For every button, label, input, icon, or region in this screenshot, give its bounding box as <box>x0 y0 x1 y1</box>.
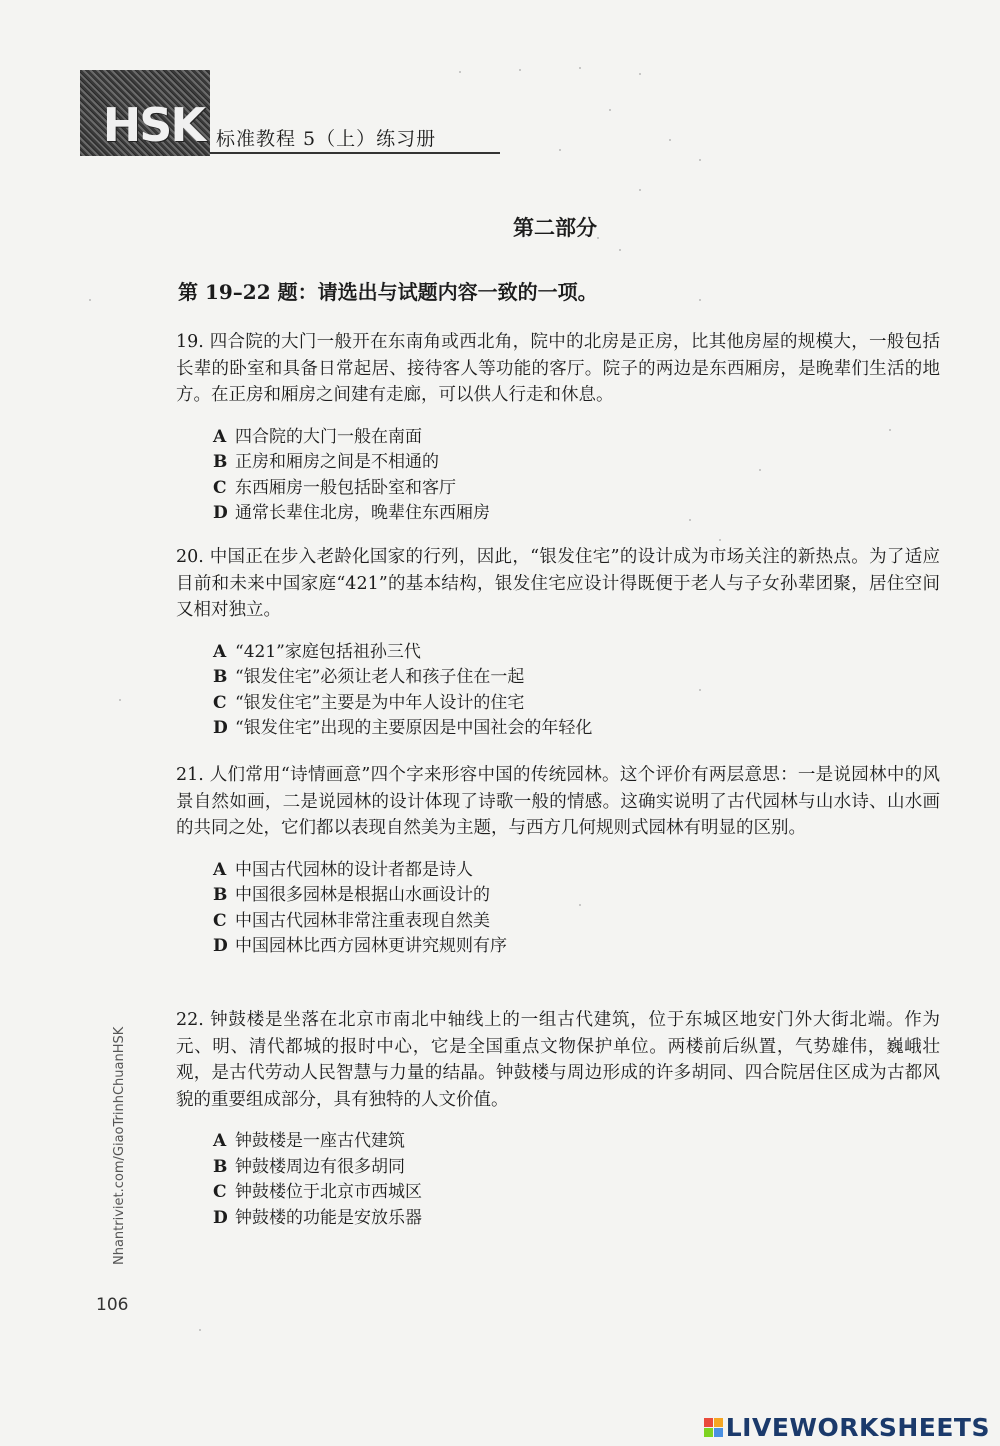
option-text: 通常长辈住北房，晚辈住东西厢房 <box>235 503 490 523</box>
option-b[interactable] <box>213 450 940 476</box>
liveworksheets-text: LIVEWORKSHEETS <box>725 1413 990 1442</box>
question-stem <box>176 329 940 409</box>
question-text: 钟鼓楼是坐落在北京市南北中轴线上的一组古代建筑，位于东城区地安门外大街北端。作为元、明、清代都城的报时中心，它是全国重点文物保护单位。两楼前后纵置，气势雄伟，巍峨壮观，是古代劳动人民智慧与力量的结晶。钟鼓楼与周边形成的许多胡同、四合院居住区成为古都风貌的重要组成部分，具有独特的人文价值。 <box>176 1010 940 1110</box>
option-a[interactable] <box>213 425 940 451</box>
question-22 <box>176 1007 940 1231</box>
question-number: 21. <box>176 765 204 785</box>
option-letter: C <box>213 477 227 498</box>
section-title: 第二部分 <box>513 215 597 240</box>
instruction-text: 第 19–22 题：请选出与试题内容一致的一项。 <box>178 280 598 304</box>
icon-square <box>714 1428 723 1437</box>
option-text: 中国古代园林的设计者都是诗人 <box>235 859 473 880</box>
icon-square <box>704 1428 713 1437</box>
option-letter: C <box>213 910 227 931</box>
question-19 <box>176 329 940 527</box>
option-b[interactable] <box>213 1155 940 1181</box>
liveworksheets-icon <box>704 1418 723 1437</box>
option-letter: A <box>213 1131 227 1151</box>
question-stem <box>176 544 940 624</box>
option-letter: A <box>213 641 227 662</box>
option-text: 钟鼓楼周边有很多胡同 <box>235 1156 405 1177</box>
question-text: 中国正在步入老龄化国家的行列，因此，“银发住宅”的设计成为市场关注的新热点。为了适应目前和未来中国家庭“421”的基本结构，银发住宅应设计得既便于老人与子女孙辈团聚，居住空间又相对独立。 <box>176 547 940 620</box>
option-d[interactable] <box>213 934 940 960</box>
option-d[interactable] <box>213 1206 940 1232</box>
option-letter: D <box>213 1207 228 1228</box>
option-text: “银发住宅”主要是为中年人设计的住宅 <box>235 692 525 713</box>
option-text: 钟鼓楼的功能是安放乐器 <box>235 1207 422 1228</box>
option-c[interactable] <box>213 1180 940 1206</box>
option-b[interactable] <box>213 665 940 691</box>
question-stem <box>176 1007 940 1113</box>
side-url-text: Nhantriviet.com/GiaoTrinhChuanHSK <box>112 1026 127 1265</box>
page-number: 106 <box>96 1295 129 1315</box>
question-21 <box>176 762 940 960</box>
option-letter: C <box>213 1182 227 1202</box>
option-a[interactable] <box>213 640 940 666</box>
hsk-logo-text: HSK <box>102 98 204 152</box>
option-letter: D <box>213 503 228 523</box>
option-text: 钟鼓楼位于北京市西城区 <box>235 1182 422 1202</box>
option-text: 中国古代园林非常注重表现自然美 <box>235 910 490 931</box>
option-list <box>176 1129 940 1231</box>
header-divider <box>210 152 500 154</box>
option-letter: C <box>213 692 227 713</box>
question-number: 22. <box>176 1010 204 1030</box>
icon-square <box>704 1418 713 1427</box>
option-d[interactable] <box>213 501 940 527</box>
option-letter: A <box>213 859 227 880</box>
question-text: 人们常用“诗情画意”四个字来形容中国的传统园林。这个评价有两层意思：一是说园林中的风景自然如画，二是说园林的设计体现了诗歌一般的情感。这确实说明了古代园林与山水诗、山水画的共同之处，它们都以表现自然美为主题，与西方几何规则式园林有明显的区别。 <box>176 765 940 838</box>
question-20 <box>176 544 940 742</box>
book-title: 标准教程 5（上）练习册 <box>216 128 437 150</box>
option-text: 四合院的大门一般在南面 <box>235 426 422 447</box>
question-number: 19. <box>176 332 204 352</box>
option-letter: D <box>213 718 228 738</box>
option-text: “银发住宅”必须让老人和孩子住在一起 <box>235 667 525 687</box>
option-list <box>176 640 940 742</box>
question-text: 四合院的大门一般开在东南角或西北角，院中的北房是正房，比其他房屋的规模大，一般包括长辈的卧室和具备日常起居、接待客人等功能的客厅。院子的两边是东西厢房，是晚辈们生活的地方。在正房和厢房之间建有走廊，可以供人行走和休息。 <box>176 332 940 405</box>
option-c[interactable] <box>213 909 940 935</box>
icon-square <box>714 1418 723 1427</box>
option-list <box>176 858 940 960</box>
option-letter: B <box>213 1156 228 1177</box>
option-text: “银发住宅”出现的主要原因是中国社会的年轻化 <box>235 718 593 738</box>
option-text: 中国很多园林是根据山水画设计的 <box>235 885 490 905</box>
option-list <box>176 425 940 527</box>
option-text: 中国园林比西方园林更讲究规则有序 <box>235 936 507 956</box>
option-letter: B <box>213 885 228 905</box>
option-letter: D <box>213 936 228 956</box>
question-number: 20. <box>176 547 204 567</box>
option-letter: B <box>213 667 228 687</box>
option-text: 东西厢房一般包括卧室和客厅 <box>235 477 456 498</box>
option-a[interactable] <box>213 858 940 884</box>
option-a[interactable] <box>213 1129 940 1155</box>
option-c[interactable] <box>213 691 940 717</box>
option-d[interactable] <box>213 716 940 742</box>
option-text: 正房和厢房之间是不相通的 <box>235 452 439 472</box>
hsk-logo <box>80 70 210 156</box>
option-text: “421”家庭包括祖孙三代 <box>235 641 421 662</box>
option-letter: A <box>213 426 227 447</box>
option-text: 钟鼓楼是一座古代建筑 <box>235 1131 405 1151</box>
option-letter: B <box>213 452 228 472</box>
option-b[interactable] <box>213 883 940 909</box>
question-stem <box>176 762 940 842</box>
option-c[interactable] <box>213 476 940 502</box>
liveworksheets-watermark <box>704 1413 990 1442</box>
